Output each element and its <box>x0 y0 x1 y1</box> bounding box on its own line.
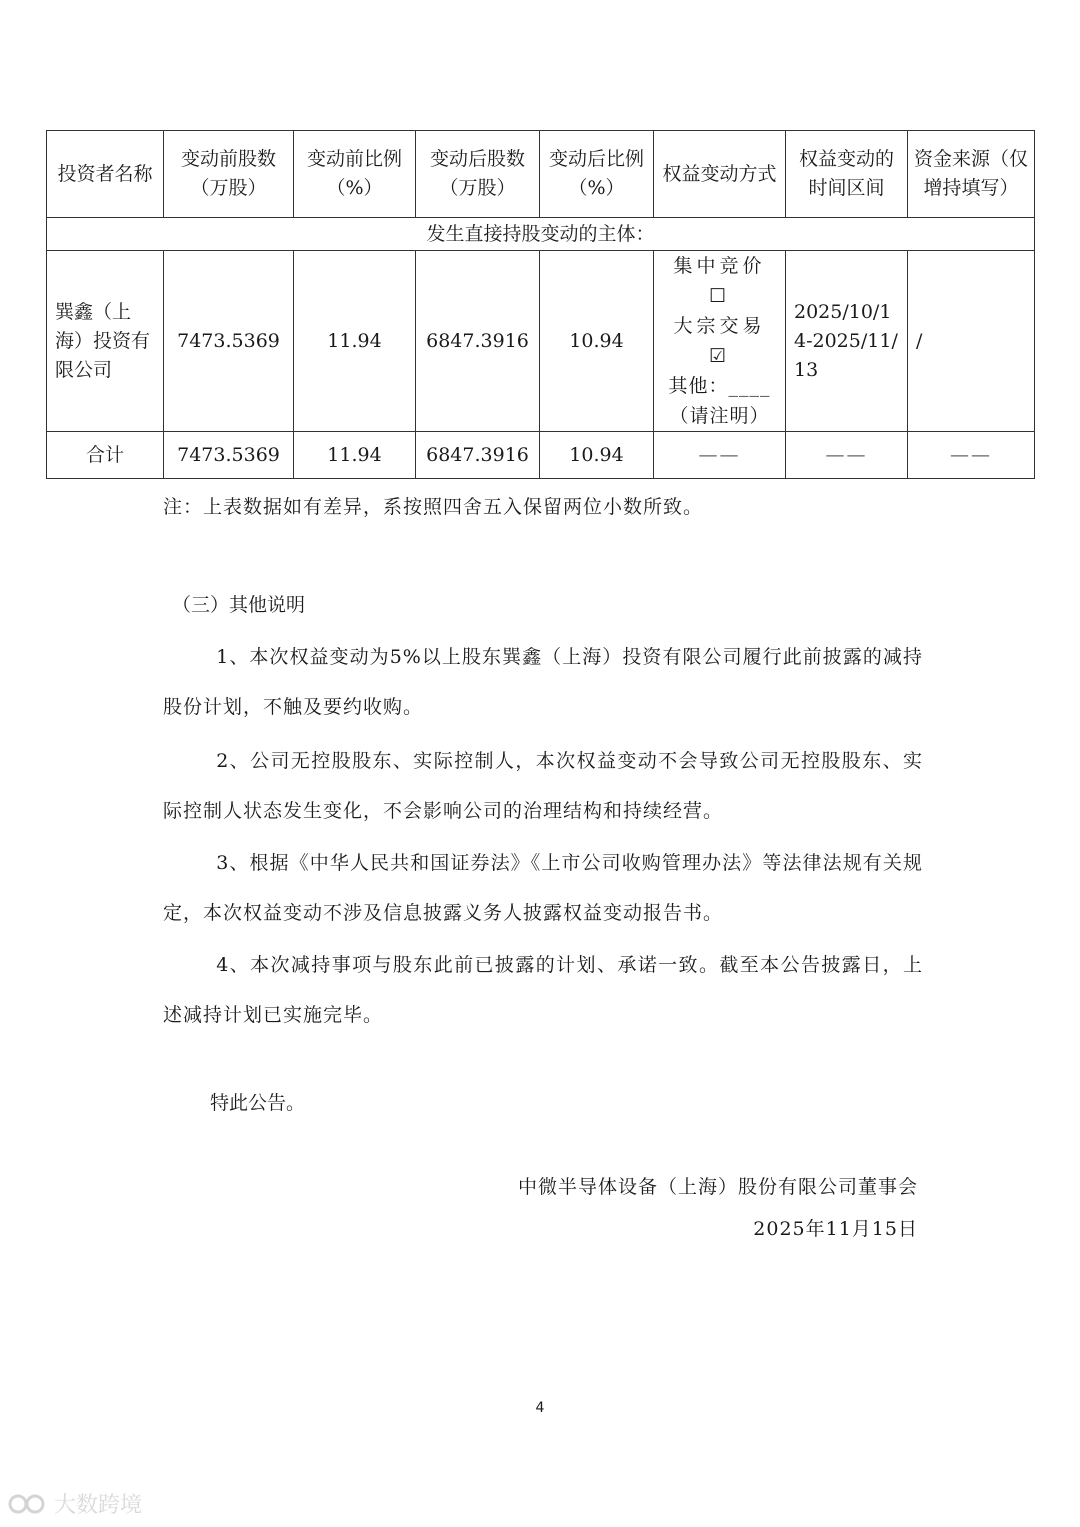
cell-period: 2025/10/14-2025/11/13 <box>786 251 908 432</box>
header-investor: 投资者名称 <box>47 131 164 218</box>
checked-box-icon: ☑ <box>708 345 731 367</box>
paragraph-text: 3、根据《中华人民共和国证券法》《上市公司收购管理办法》等法律法规有关规定，本次权益变动不涉及信息披露义务人披露权益变动报告书。 <box>163 852 923 924</box>
total-after-ratio: 10.94 <box>540 432 654 479</box>
cell-after-ratio: 10.94 <box>540 251 654 432</box>
cell-investor: 巽鑫（上海）投资有限公司 <box>47 251 164 432</box>
watermark-text: 大数跨境 <box>54 1493 143 1518</box>
header-before-shares: 变动前股数（万股） <box>164 131 294 218</box>
total-label: 合计 <box>47 432 164 479</box>
paragraph-4 <box>163 940 923 1040</box>
section-label: 发生直接持股变动的主体： <box>47 218 1035 251</box>
header-after-shares: 变动后股数（万股） <box>416 131 540 218</box>
header-after-ratio: 变动后比例（%） <box>540 131 654 218</box>
paragraph-3 <box>163 838 923 938</box>
paragraph-1 <box>163 632 923 732</box>
paragraph-text: 1、本次权益变动为5%以上股东巽鑫（上海）投资有限公司履行此前披露的减持股份计划，不触及要约收购。 <box>163 646 923 718</box>
paragraph-2 <box>163 736 923 836</box>
cell-before-shares: 7473.5369 <box>164 251 294 432</box>
equity-change-table <box>46 130 1035 479</box>
header-period: 权益变动的时间区间 <box>786 131 908 218</box>
method-other: 其他：____ <box>668 375 771 397</box>
cell-method <box>654 251 786 432</box>
method-specify: （请注明） <box>669 405 770 427</box>
header-method: 权益变动方式 <box>654 131 786 218</box>
total-before-ratio: 11.94 <box>294 432 416 479</box>
signature-company: 中微半导体设备（上海）股份有限公司董事会 <box>517 1176 918 1198</box>
header-before-ratio: 变动前比例（%） <box>294 131 416 218</box>
signature-date: 2025年11月15日 <box>753 1218 918 1240</box>
total-period: —— <box>786 432 908 479</box>
table-row <box>47 251 1035 432</box>
total-before-shares: 7473.5369 <box>164 432 294 479</box>
table-header-row <box>47 131 1035 218</box>
total-method: —— <box>654 432 786 479</box>
watermark <box>8 1488 142 1519</box>
method-block-trade: 大宗交易 <box>673 315 766 337</box>
watermark-logo-icon <box>8 1491 48 1517</box>
paragraph-text: 4、本次减持事项与股东此前已披露的计划、承诺一致。截至本公告披露日，上述减持计划已实施完毕。 <box>163 954 923 1026</box>
header-fund-source: 资金来源（仅增持填写） <box>908 131 1035 218</box>
page-number: 4 <box>535 1400 545 1416</box>
table-note: 注：上表数据如有差异，系按照四舍五入保留两位小数所致。 <box>163 496 704 518</box>
cell-after-shares: 6847.3916 <box>416 251 540 432</box>
paragraph-text: 2、公司无控股股东、实际控制人，本次权益变动不会导致公司无控股股东、实际控制人状态发生变化，不会影响公司的治理结构和持续经营。 <box>163 750 923 822</box>
table-total-row <box>47 432 1035 479</box>
method-centralized-bidding: 集中竞价 <box>673 255 766 277</box>
cell-fund-source: / <box>908 251 1035 432</box>
section-heading: （三）其他说明 <box>172 594 306 616</box>
table-section-row <box>47 218 1035 251</box>
unchecked-box-icon: ☐ <box>708 285 731 307</box>
cell-before-ratio: 11.94 <box>294 251 416 432</box>
closing-statement: 特此公告。 <box>210 1092 306 1114</box>
total-fund-source: —— <box>908 432 1035 479</box>
total-after-shares: 6847.3916 <box>416 432 540 479</box>
